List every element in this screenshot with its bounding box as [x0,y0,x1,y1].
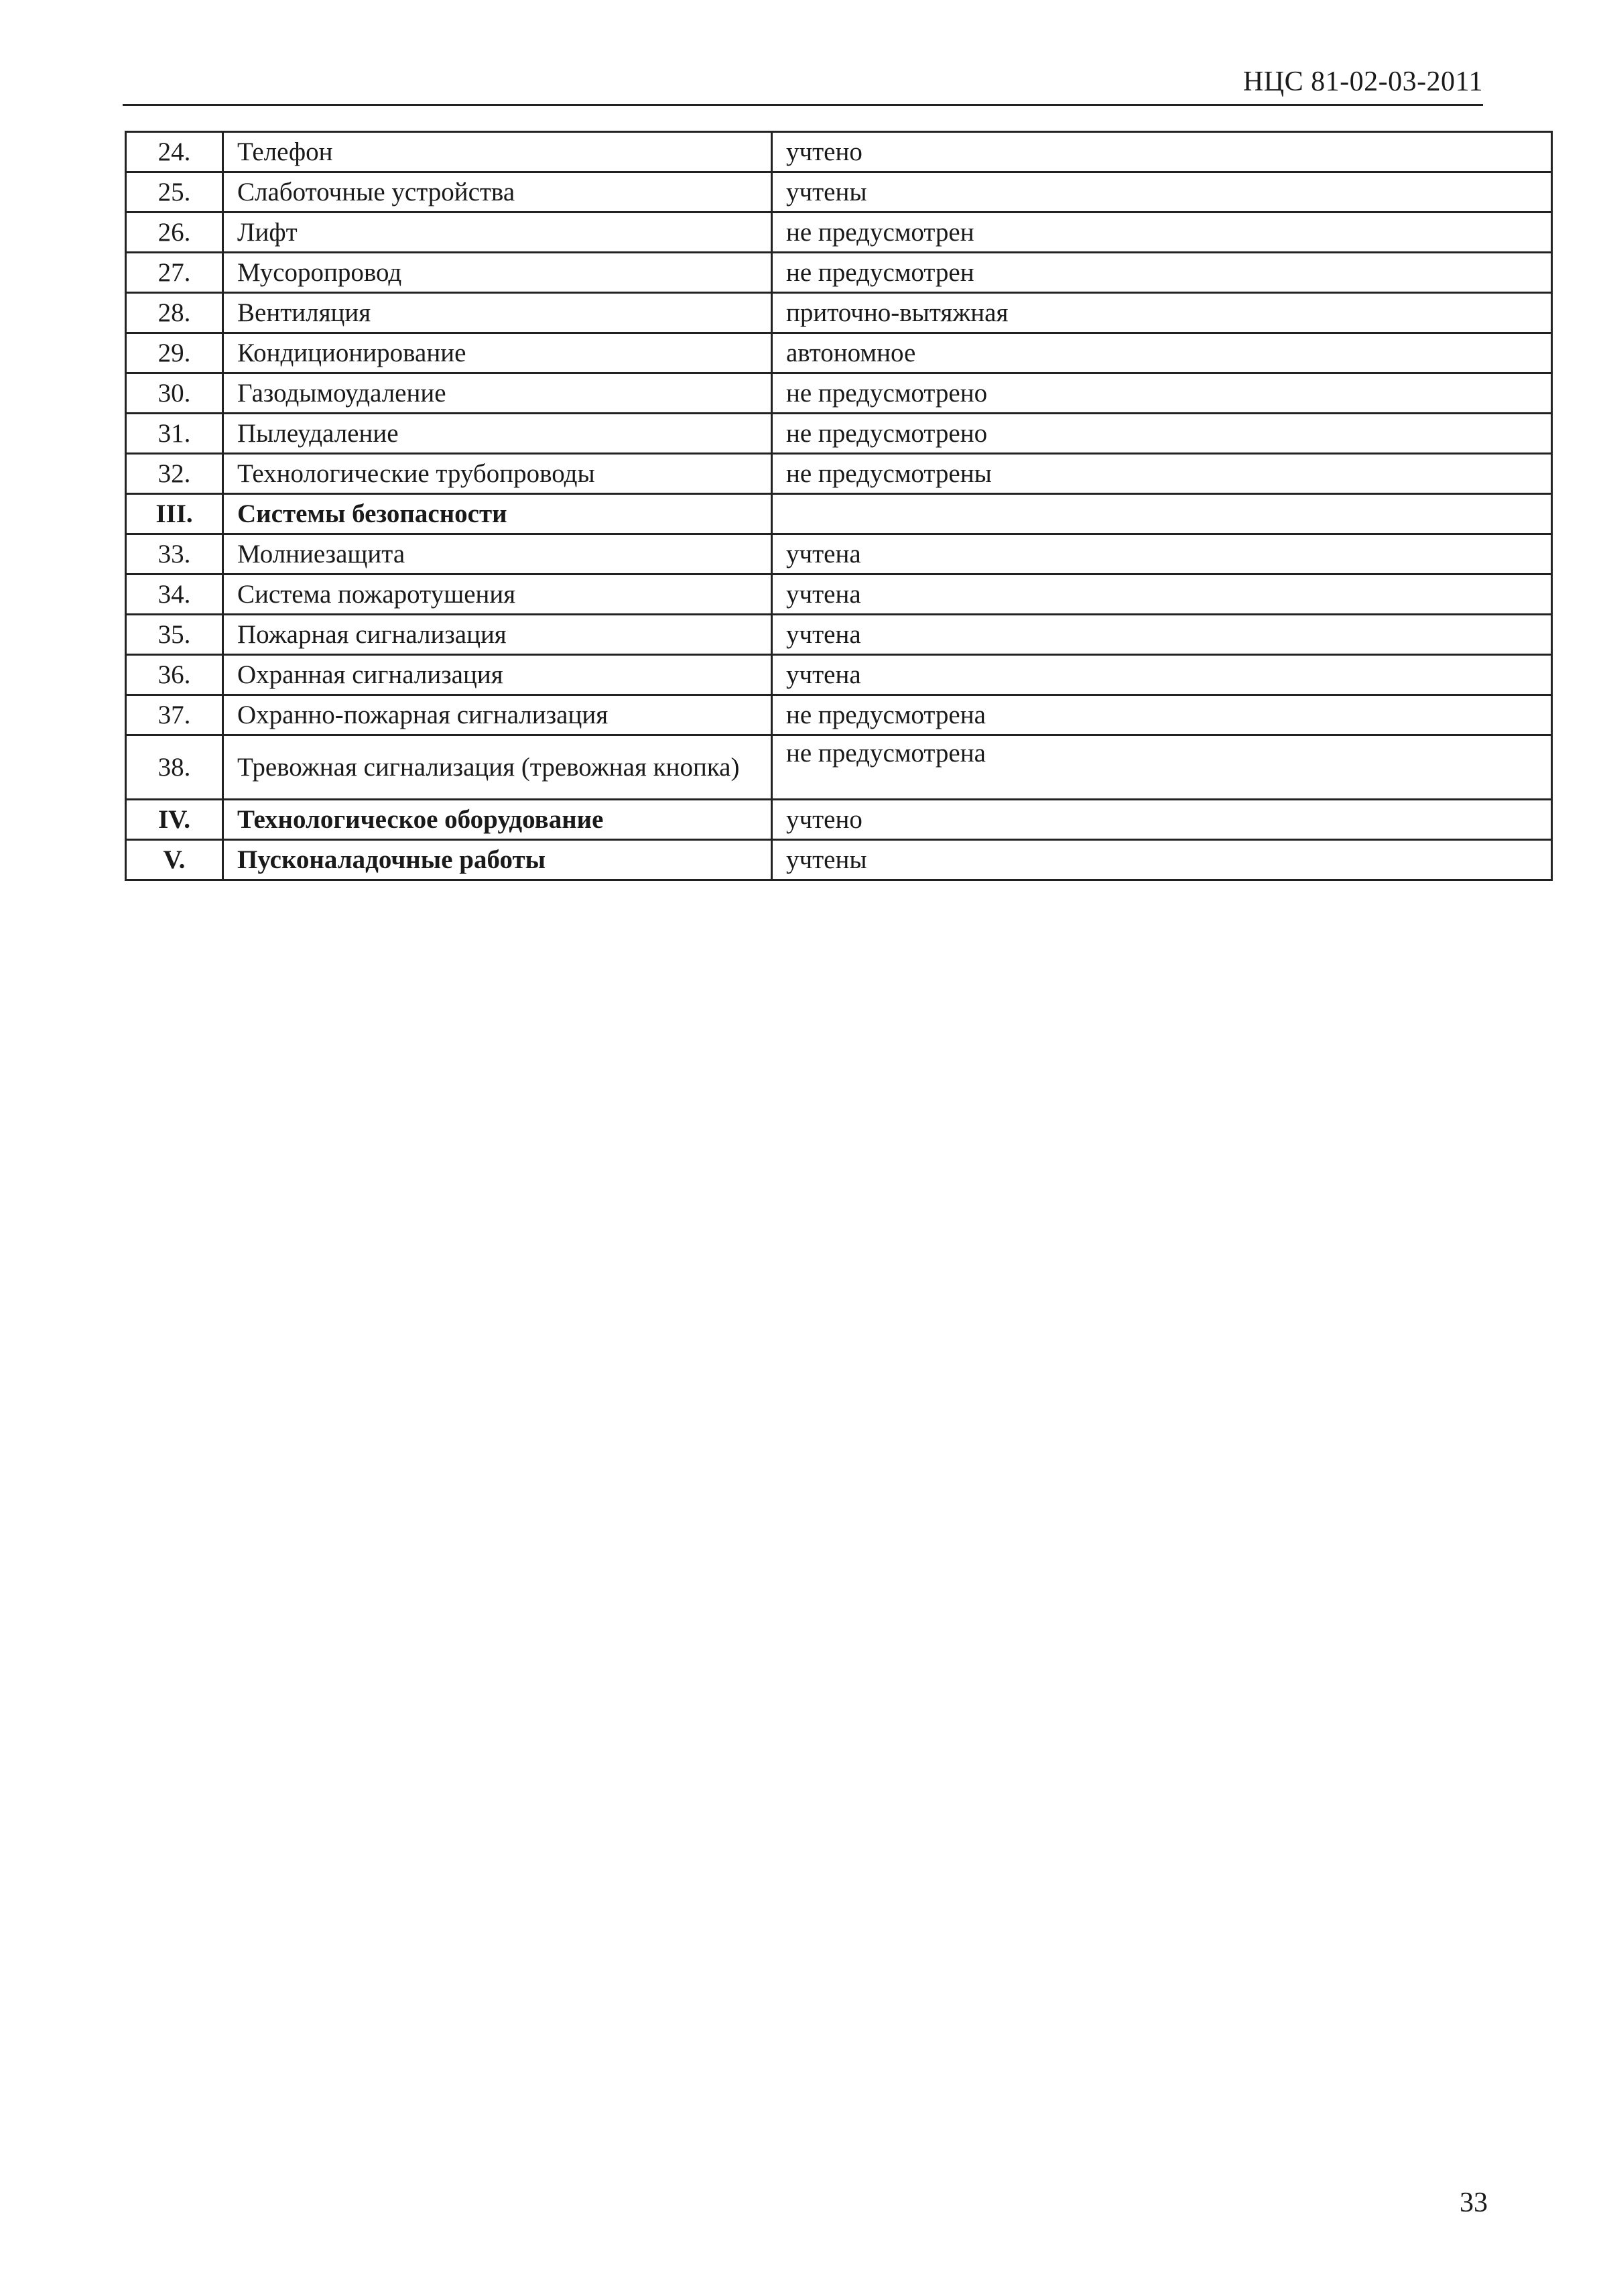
row-status: не предусмотрен [772,253,1552,293]
table-row [126,373,1552,414]
row-status: приточно-вытяжная [772,293,1552,333]
table-row [126,213,1552,253]
table-row [126,132,1552,172]
table-row [126,615,1552,655]
row-status: не предусмотрено [772,373,1552,414]
document-header [123,64,1483,106]
row-number: 32. [126,454,223,494]
row-number: 26. [126,213,223,253]
row-name: Технологические трубопроводы [223,454,772,494]
row-name: Молниезащита [223,534,772,575]
table-row [126,575,1552,615]
row-status: не предусмотрены [772,454,1552,494]
section-row [126,800,1552,840]
row-name: Тревожная сигнализация (тревожная кнопка) [223,735,772,800]
row-status: учтены [772,172,1552,213]
row-name: Система пожаротушения [223,575,772,615]
row-name: Телефон [223,132,772,172]
row-name: Охранно-пожарная сигнализация [223,695,772,735]
table-row [126,333,1552,373]
row-status: не предусмотрена [772,735,1552,800]
row-status: не предусмотрено [772,414,1552,454]
section-number: V. [126,840,223,880]
table-row [126,293,1552,333]
row-number: 29. [126,333,223,373]
row-name: Охранная сигнализация [223,655,772,695]
row-name: Пылеудаление [223,414,772,454]
row-status: учтено [772,800,1552,840]
row-number: 30. [126,373,223,414]
section-title: Пусконаладочные работы [223,840,772,880]
row-status: автономное [772,333,1552,373]
row-status: учтена [772,655,1552,695]
row-number: 25. [126,172,223,213]
table-row [126,735,1552,800]
section-number: III. [126,494,223,534]
row-number: 33. [126,534,223,575]
row-name: Лифт [223,213,772,253]
row-number: 24. [126,132,223,172]
section-title: Технологическое оборудование [223,800,772,840]
row-name: Пожарная сигнализация [223,615,772,655]
specification-table [125,131,1553,881]
table-row [126,253,1552,293]
table-row [126,172,1552,213]
document-code: НЦС 81-02-03-2011 [1242,66,1483,97]
row-number: 27. [126,253,223,293]
row-name: Газодымоудаление [223,373,772,414]
row-status: учтены [772,840,1552,880]
row-status: не предусмотрен [772,213,1552,253]
row-number: 28. [126,293,223,333]
row-status [772,494,1552,534]
table-row [126,414,1552,454]
row-status: учтена [772,615,1552,655]
section-row [126,840,1552,880]
row-number: 31. [126,414,223,454]
row-number: 36. [126,655,223,695]
section-title: Системы безопасности [223,494,772,534]
row-status: учтена [772,534,1552,575]
row-status: учтена [772,575,1552,615]
table-row [126,695,1552,735]
table-row [126,534,1552,575]
row-name: Вентиляция [223,293,772,333]
row-name: Слаботочные устройства [223,172,772,213]
row-number: 34. [126,575,223,615]
row-number: 38. [126,735,223,800]
row-name: Мусоропровод [223,253,772,293]
row-number: 37. [126,695,223,735]
page-number: 33 [1460,2187,1488,2218]
section-number: IV. [126,800,223,840]
table-row [126,454,1552,494]
row-status: не предусмотрена [772,695,1552,735]
row-status: учтено [772,132,1552,172]
table-row [126,655,1552,695]
section-row [126,494,1552,534]
row-name: Кондиционирование [223,333,772,373]
row-number: 35. [126,615,223,655]
